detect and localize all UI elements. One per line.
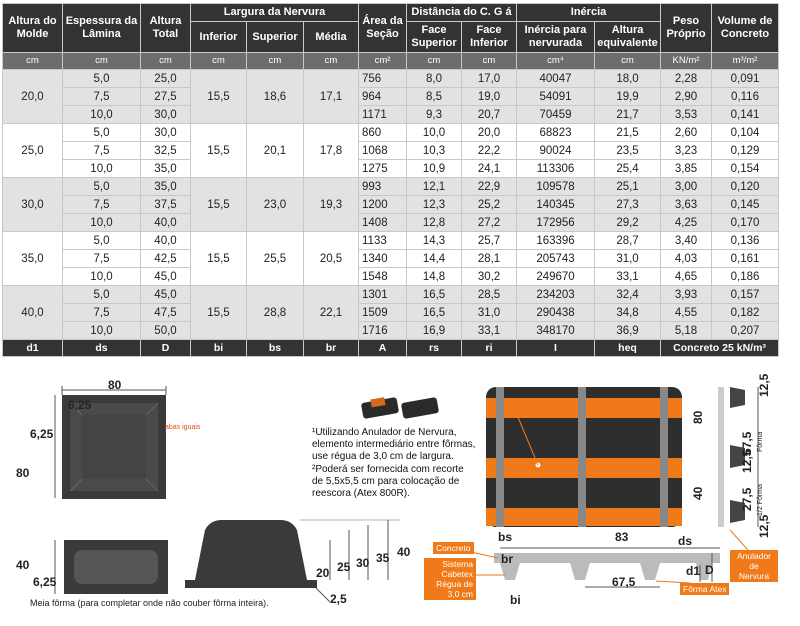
cell-volume: 0,182 <box>712 304 779 322</box>
cell-volume: 0,136 <box>712 232 779 250</box>
cell-inercia: 109578 <box>517 178 595 196</box>
table-row <box>3 196 779 214</box>
cell-face-superior: 8,5 <box>407 88 462 106</box>
cell-face-superior: 12,1 <box>407 178 462 196</box>
unit-cell: cm <box>407 53 462 70</box>
cell-espessura: 5,0 <box>63 70 141 88</box>
cell-inercia: 70459 <box>517 106 595 124</box>
cell-inercia: 40047 <box>517 70 595 88</box>
cell-superior: 28,8 <box>247 286 304 340</box>
cell-face-inferior: 25,7 <box>462 232 517 250</box>
cell-face-inferior: 20,7 <box>462 106 517 124</box>
cell-face-inferior: 31,0 <box>462 304 517 322</box>
cell-area: 860 <box>359 124 407 142</box>
table-row <box>3 142 779 160</box>
cell-area: 1301 <box>359 286 407 304</box>
table-row <box>3 70 779 88</box>
plan-dim-12-5-c: 12,5 <box>757 514 771 538</box>
plan-dim-12-5-a: 12,5 <box>757 373 771 397</box>
cell-espessura: 5,0 <box>63 286 141 304</box>
plan-rib-1 <box>496 387 504 527</box>
table-row <box>3 232 779 250</box>
cell-altura-total: 30,0 <box>141 106 191 124</box>
table-row <box>3 124 779 142</box>
cell-face-superior: 8,0 <box>407 70 462 88</box>
dim-6-25-a: 6,25 <box>68 398 92 412</box>
cell-area: 1548 <box>359 268 407 286</box>
units-row <box>3 53 779 70</box>
cell-espessura: 5,0 <box>63 178 141 196</box>
plan-dim-12-5-b: 12,5 <box>740 449 754 473</box>
symbol-cell: ri <box>462 340 517 357</box>
cell-altura-molde: 30,0 <box>3 178 63 232</box>
cell-espessura: 10,0 <box>63 214 141 232</box>
header-peso-proprio: Peso Próprio <box>661 4 712 53</box>
symbol-cell: br <box>304 340 359 357</box>
symbol-cell: rs <box>407 340 462 357</box>
cell-volume: 0,170 <box>712 214 779 232</box>
table-row <box>3 88 779 106</box>
cell-area: 964 <box>359 88 407 106</box>
symbol-cell: Concreto 25 kN/m³ <box>661 340 779 357</box>
cell-altura-total: 27,5 <box>141 88 191 106</box>
header-largura-nervura: Largura da Nervura <box>191 4 359 22</box>
unit-cell: cm⁴ <box>517 53 595 70</box>
unit-cell: cm² <box>359 53 407 70</box>
header-volume-concreto: Volume de Concreto <box>712 4 779 53</box>
cell-face-superior: 14,8 <box>407 268 462 286</box>
cell-area: 1133 <box>359 232 407 250</box>
cell-altura-equivalente: 23,5 <box>595 142 661 160</box>
cell-area: 1171 <box>359 106 407 124</box>
cell-face-superior: 10,9 <box>407 160 462 178</box>
cell-face-inferior: 33,1 <box>462 322 517 340</box>
meia-forma-caption: Meia fôrma (para completar onde não couber fôrma inteira). <box>30 598 269 608</box>
cell-media: 20,5 <box>304 232 359 286</box>
cell-peso: 4,03 <box>661 250 712 268</box>
label-anulador-nervura: Anulador de Nervura <box>730 550 778 582</box>
cell-espessura: 7,5 <box>63 88 141 106</box>
cell-altura-equivalente: 28,7 <box>595 232 661 250</box>
cell-volume: 0,145 <box>712 196 779 214</box>
section-67-5: 67,5 <box>612 575 636 589</box>
cell-face-superior: 16,5 <box>407 304 462 322</box>
unit-cell: KN/m² <box>661 53 712 70</box>
symbol-cell: D <box>141 340 191 357</box>
section-bi: bi <box>510 593 521 607</box>
header-espessura-lamina: Espessura da Lâmina <box>63 4 141 53</box>
cell-inferior: 15,5 <box>191 178 247 232</box>
symbol-cell: bi <box>191 340 247 357</box>
cell-inercia: 113306 <box>517 160 595 178</box>
cell-face-inferior: 27,2 <box>462 214 517 232</box>
unit-cell: cm <box>191 53 247 70</box>
cell-altura-equivalente: 21,5 <box>595 124 661 142</box>
header-superior: Superior <box>247 22 304 53</box>
cell-superior: 23,0 <box>247 178 304 232</box>
cell-altura-equivalente: 34,8 <box>595 304 661 322</box>
cell-volume: 0,186 <box>712 268 779 286</box>
table-row <box>3 304 779 322</box>
cell-espessura: 7,5 <box>63 250 141 268</box>
cell-altura-equivalente: 18,0 <box>595 70 661 88</box>
table-row <box>3 106 779 124</box>
table-row <box>3 286 779 304</box>
dim-80-top: 80 <box>108 378 122 392</box>
symbol-cell: heq <box>595 340 661 357</box>
cell-superior: 25,5 <box>247 232 304 286</box>
table-row <box>3 178 779 196</box>
cell-peso: 4,25 <box>661 214 712 232</box>
unit-cell: m³/m² <box>712 53 779 70</box>
cell-area: 1716 <box>359 322 407 340</box>
header-altura-total: Altura Total <box>141 4 191 53</box>
cell-altura-total: 45,0 <box>141 268 191 286</box>
header-inercia-nervurada: Inércia para nervurada <box>517 22 595 53</box>
cell-altura-total: 50,0 <box>141 322 191 340</box>
table-row <box>3 160 779 178</box>
section-D: D <box>705 563 714 577</box>
side-profile-strip <box>718 387 724 527</box>
unit-cell: cm <box>462 53 517 70</box>
header-media: Média <box>304 22 359 53</box>
cell-altura-total: 45,0 <box>141 286 191 304</box>
unit-cell: cm <box>141 53 191 70</box>
cell-area: 993 <box>359 178 407 196</box>
cell-inercia: 90024 <box>517 142 595 160</box>
plan-half-forma-label: 1/2 Fôrma <box>757 484 764 516</box>
cell-altura-equivalente: 19,9 <box>595 88 661 106</box>
cell-peso: 3,23 <box>661 142 712 160</box>
cell-inferior: 15,5 <box>191 70 247 124</box>
cell-espessura: 10,0 <box>63 322 141 340</box>
note-anulador: ¹Utilizando Anulador de Nervura, elemento intermediário entre fôrmas, use régua de 3,0 cm de largura. <box>312 427 476 462</box>
cell-peso: 4,65 <box>661 268 712 286</box>
cell-espessura: 10,0 <box>63 160 141 178</box>
cell-altura-total: 30,0 <box>141 124 191 142</box>
header-altura-molde: Altura do Molde <box>3 4 63 53</box>
cell-superior: 20,1 <box>247 124 304 178</box>
cell-peso: 5,18 <box>661 322 712 340</box>
header-face-superior: Face Superior <box>407 22 462 53</box>
label-concreto: Concreto <box>433 542 474 554</box>
cell-area: 1275 <box>359 160 407 178</box>
cell-face-inferior: 22,2 <box>462 142 517 160</box>
cell-face-inferior: 25,2 <box>462 196 517 214</box>
cell-espessura: 7,5 <box>63 142 141 160</box>
cell-face-superior: 10,0 <box>407 124 462 142</box>
cell-media: 19,3 <box>304 178 359 232</box>
cell-altura-total: 42,5 <box>141 250 191 268</box>
cell-altura-total: 35,0 <box>141 178 191 196</box>
form-center <box>82 415 146 479</box>
half-form-inner <box>74 550 158 584</box>
section-d1: d1 <box>686 564 701 578</box>
note-recorte: ²Poderá ser fornecida com recorte de 5,5x5,5 cm para colocação de reescora (Atex 800R). <box>312 464 464 499</box>
dim-80-left: 80 <box>16 466 30 480</box>
table-row <box>3 250 779 268</box>
cell-altura-total: 37,5 <box>141 196 191 214</box>
cell-face-superior: 14,4 <box>407 250 462 268</box>
cell-espessura: 5,0 <box>63 124 141 142</box>
cell-inercia: 68823 <box>517 124 595 142</box>
header-altura-equivalente: Altura equivalente <box>595 22 661 53</box>
cell-altura-molde: 25,0 <box>3 124 63 178</box>
cell-altura-equivalente: 29,2 <box>595 214 661 232</box>
cell-peso: 4,55 <box>661 304 712 322</box>
cell-altura-equivalente: 31,0 <box>595 250 661 268</box>
header-area-secao: Área da Seção <box>359 4 407 53</box>
specification-table <box>2 3 779 357</box>
cell-area: 1068 <box>359 142 407 160</box>
cell-altura-molde: 20,0 <box>3 70 63 124</box>
dim-30: 30 <box>356 556 370 570</box>
cell-media: 22,1 <box>304 286 359 340</box>
label-sistema-cabetex: Sistema Cabetex Régua de 3,0 cm <box>424 558 476 600</box>
cell-inercia: 205743 <box>517 250 595 268</box>
cell-face-inferior: 17,0 <box>462 70 517 88</box>
cell-inercia: 290438 <box>517 304 595 322</box>
cell-altura-total: 40,0 <box>141 214 191 232</box>
cell-espessura: 7,5 <box>63 304 141 322</box>
cell-volume: 0,157 <box>712 286 779 304</box>
cell-volume: 0,161 <box>712 250 779 268</box>
cell-peso: 3,85 <box>661 160 712 178</box>
cell-face-superior: 9,3 <box>407 106 462 124</box>
cell-altura-total: 40,0 <box>141 232 191 250</box>
cell-media: 17,1 <box>304 70 359 124</box>
section-bs: bs <box>498 530 513 544</box>
unit-cell: cm <box>3 53 63 70</box>
cell-area: 1509 <box>359 304 407 322</box>
cell-peso: 3,63 <box>661 196 712 214</box>
cell-area: 1340 <box>359 250 407 268</box>
cell-inercia: 348170 <box>517 322 595 340</box>
cell-altura-molde: 35,0 <box>3 232 63 286</box>
cell-espessura: 10,0 <box>63 106 141 124</box>
cell-inferior: 15,5 <box>191 232 247 286</box>
cell-face-superior: 10,3 <box>407 142 462 160</box>
unit-cell: cm <box>247 53 304 70</box>
section-ds: ds <box>678 534 693 548</box>
symbols-row <box>3 340 779 357</box>
symbol-cell: ds <box>63 340 141 357</box>
cell-volume: 0,104 <box>712 124 779 142</box>
plan-dim-80: 80 <box>691 410 705 424</box>
cell-face-superior: 14,3 <box>407 232 462 250</box>
table-row <box>3 214 779 232</box>
cell-altura-total: 47,5 <box>141 304 191 322</box>
dim-6-25-b: 6,25 <box>30 427 54 441</box>
cell-peso: 3,00 <box>661 178 712 196</box>
cell-inercia: 172956 <box>517 214 595 232</box>
plan-rib-2 <box>578 387 586 527</box>
cell-altura-molde: 40,0 <box>3 286 63 340</box>
dim-40-left: 40 <box>16 558 30 572</box>
cell-face-superior: 12,8 <box>407 214 462 232</box>
cell-face-inferior: 28,5 <box>462 286 517 304</box>
cell-volume: 0,141 <box>712 106 779 124</box>
cell-area: 1200 <box>359 196 407 214</box>
cell-peso: 3,93 <box>661 286 712 304</box>
cell-altura-equivalente: 36,9 <box>595 322 661 340</box>
abas-iguais-label: abas iguais <box>165 424 201 431</box>
cell-volume: 0,120 <box>712 178 779 196</box>
cell-area: 756 <box>359 70 407 88</box>
plan-dim-67-5: 67,5 <box>740 431 754 455</box>
cell-inercia: 140345 <box>517 196 595 214</box>
form-profile-view <box>185 520 317 588</box>
plan-forma-label: Fôrma <box>757 431 764 452</box>
anulador-product-2 <box>401 397 439 419</box>
cell-espessura: 7,5 <box>63 196 141 214</box>
dim-40-profile: 40 <box>397 545 411 559</box>
table-row <box>3 268 779 286</box>
cell-face-inferior: 20,0 <box>462 124 517 142</box>
cell-volume: 0,116 <box>712 88 779 106</box>
cell-inferior: 15,5 <box>191 286 247 340</box>
dim-20: 20 <box>316 566 330 580</box>
cell-altura-total: 32,5 <box>141 142 191 160</box>
cell-peso: 2,60 <box>661 124 712 142</box>
cell-espessura: 10,0 <box>63 268 141 286</box>
cell-altura-equivalente: 32,4 <box>595 286 661 304</box>
cell-face-inferior: 30,2 <box>462 268 517 286</box>
header-distancia-cg: Distância do C. G á <box>407 4 517 22</box>
cell-peso: 3,40 <box>661 232 712 250</box>
cell-inercia: 163396 <box>517 232 595 250</box>
table-body <box>3 53 779 357</box>
plan-dim-27-5: 27,5 <box>740 487 754 511</box>
dim-25: 25 <box>337 560 351 574</box>
cell-inercia: 249670 <box>517 268 595 286</box>
header-inercia: Inércia <box>517 4 661 22</box>
cell-peso: 2,28 <box>661 70 712 88</box>
cell-altura-equivalente: 27,3 <box>595 196 661 214</box>
cell-face-inferior: 22,9 <box>462 178 517 196</box>
cell-altura-equivalente: 25,4 <box>595 160 661 178</box>
unit-cell: cm <box>304 53 359 70</box>
section-br: br <box>501 552 513 566</box>
cell-altura-total: 25,0 <box>141 70 191 88</box>
dim-6-25-c: 6,25 <box>33 575 57 589</box>
symbol-cell: I <box>517 340 595 357</box>
cell-face-inferior: 28,1 <box>462 250 517 268</box>
cell-peso: 3,53 <box>661 106 712 124</box>
table-row <box>3 322 779 340</box>
cell-face-superior: 12,3 <box>407 196 462 214</box>
plan-rib-3 <box>660 387 668 527</box>
symbol-cell: bs <box>247 340 304 357</box>
label-forma-atex: Fôrma Atex <box>680 583 729 595</box>
symbol-cell: A <box>359 340 407 357</box>
cell-area: 1408 <box>359 214 407 232</box>
cell-face-inferior: 19,0 <box>462 88 517 106</box>
cell-inercia: 234203 <box>517 286 595 304</box>
dim-35: 35 <box>376 551 390 565</box>
symbol-cell: d1 <box>3 340 63 357</box>
header-face-inferior: Face Inferior <box>462 22 517 53</box>
cell-inferior: 15,5 <box>191 124 247 178</box>
cell-altura-equivalente: 33,1 <box>595 268 661 286</box>
cell-face-superior: 16,9 <box>407 322 462 340</box>
unit-cell: cm <box>63 53 141 70</box>
cell-face-inferior: 24,1 <box>462 160 517 178</box>
plan-dim-40: 40 <box>691 486 705 500</box>
cell-volume: 0,207 <box>712 322 779 340</box>
unit-cell: cm <box>595 53 661 70</box>
cell-volume: 0,129 <box>712 142 779 160</box>
cell-volume: 0,091 <box>712 70 779 88</box>
header-inferior: Inferior <box>191 22 247 53</box>
cell-altura-equivalente: 25,1 <box>595 178 661 196</box>
cell-media: 17,8 <box>304 124 359 178</box>
cell-face-superior: 16,5 <box>407 286 462 304</box>
cell-superior: 18,6 <box>247 70 304 124</box>
cell-espessura: 5,0 <box>63 232 141 250</box>
cell-inercia: 54091 <box>517 88 595 106</box>
cell-altura-equivalente: 21,7 <box>595 106 661 124</box>
dim-2-5: 2,5 <box>330 592 347 606</box>
section-83: 83 <box>615 530 629 544</box>
cell-volume: 0,154 <box>712 160 779 178</box>
cell-peso: 2,90 <box>661 88 712 106</box>
cell-altura-total: 35,0 <box>141 160 191 178</box>
